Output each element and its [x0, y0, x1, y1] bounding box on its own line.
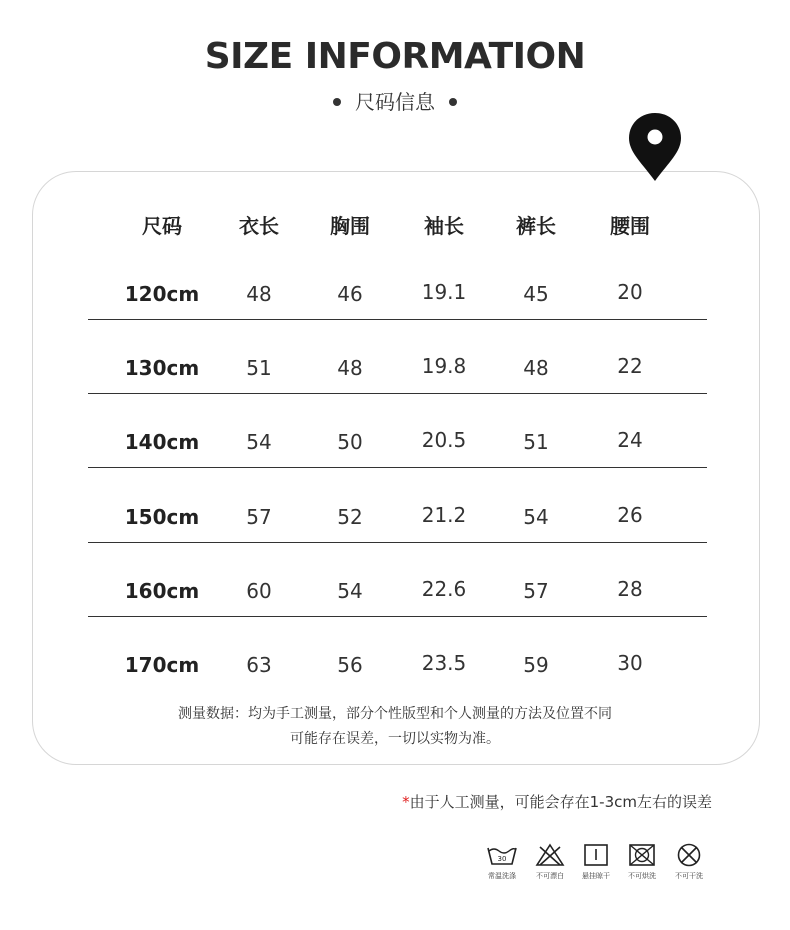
table-cell: 46: [337, 282, 363, 306]
row-divider: [88, 393, 707, 394]
bullet-dot-icon: [333, 98, 341, 106]
measurement-note-line-2: 可能存在误差，一切以实物为准。: [290, 731, 500, 747]
care-item-bleach: [530, 843, 570, 881]
table-cell: 22.6: [421, 577, 467, 601]
size-label-cell: 150cm: [124, 505, 200, 529]
wash-temp-mark: 30: [497, 855, 507, 863]
care-item-dry-clean: [669, 843, 709, 881]
table-cell: 28: [617, 577, 643, 601]
table-cell: 57: [246, 505, 272, 529]
table-cell: 48: [337, 356, 363, 380]
table-cell: 54: [523, 505, 549, 529]
table-cell: 21.2: [421, 503, 467, 527]
table-cell: 26: [617, 503, 643, 527]
header-pants-length: 裤长: [516, 214, 556, 238]
care-item-hang-dry: [576, 843, 616, 881]
table-cell: 59: [523, 653, 549, 677]
table-cell: 63: [246, 653, 272, 677]
care-label: 不可干洗: [675, 872, 703, 880]
table-cell: 19.8: [421, 354, 467, 378]
table-cell: 48: [246, 282, 272, 306]
row-divider: [88, 542, 707, 543]
header-length: 衣长: [239, 214, 279, 238]
row-divider: [88, 319, 707, 320]
care-item-wash: [482, 843, 522, 881]
table-cell: 20.5: [421, 428, 467, 452]
care-label: 不可漂白: [536, 872, 564, 880]
table-cell: 57: [523, 579, 549, 603]
size-label-cell: 170cm: [124, 653, 200, 677]
table-cell: 60: [246, 579, 272, 603]
table-cell: 51: [246, 356, 272, 380]
row-divider: [88, 467, 707, 468]
no-tumble-dry-icon: [628, 843, 656, 867]
no-dry-clean-icon: [675, 843, 703, 867]
table-cell: 52: [337, 505, 363, 529]
care-label: 不可烘洗: [628, 872, 656, 880]
size-label-cell: 120cm: [124, 282, 200, 306]
row-divider: [88, 616, 707, 617]
size-label-cell: 140cm: [124, 430, 200, 454]
wash-30-icon: [486, 843, 518, 867]
map-pin-icon: [627, 111, 683, 183]
table-cell: 23.5: [421, 651, 467, 675]
table-cell: 20: [617, 280, 643, 304]
table-cell: 54: [337, 579, 363, 603]
size-label-cell: 130cm: [124, 356, 200, 380]
header-size: 尺码: [142, 214, 182, 238]
page-title: SIZE INFORMATION: [204, 36, 586, 77]
care-label: 常温洗涤: [488, 872, 516, 880]
disclaimer-text: 由于人工测量，可能会存在1-3cm左右的误差: [409, 793, 712, 811]
table-cell: 50: [337, 430, 363, 454]
table-cell: 45: [523, 282, 549, 306]
measurement-note-line-1: 测量数据：均为手工测量，部分个性版型和个人测量的方法及位置不同: [178, 706, 612, 722]
table-cell: 22: [617, 354, 643, 378]
care-label: 悬挂晾干: [582, 872, 610, 880]
table-cell: 48: [523, 356, 549, 380]
header-sleeve: 袖长: [424, 214, 464, 238]
hang-dry-icon: [583, 843, 609, 867]
table-cell: 54: [246, 430, 272, 454]
bullet-dot-icon: [449, 98, 457, 106]
size-label-cell: 160cm: [124, 579, 200, 603]
table-cell: 51: [523, 430, 549, 454]
measurement-disclaimer: [402, 791, 712, 812]
header-waist: 腰围: [610, 214, 650, 238]
header-chest: 胸围: [330, 214, 370, 238]
table-cell: 24: [617, 428, 643, 452]
table-cell: 30: [617, 651, 643, 675]
subtitle-label: 尺码信息: [355, 90, 435, 114]
table-cell: 56: [337, 653, 363, 677]
care-item-tumble: [622, 843, 662, 881]
table-cell: 19.1: [421, 280, 467, 304]
no-bleach-icon: [535, 843, 565, 867]
asterisk-mark: *: [402, 793, 410, 811]
